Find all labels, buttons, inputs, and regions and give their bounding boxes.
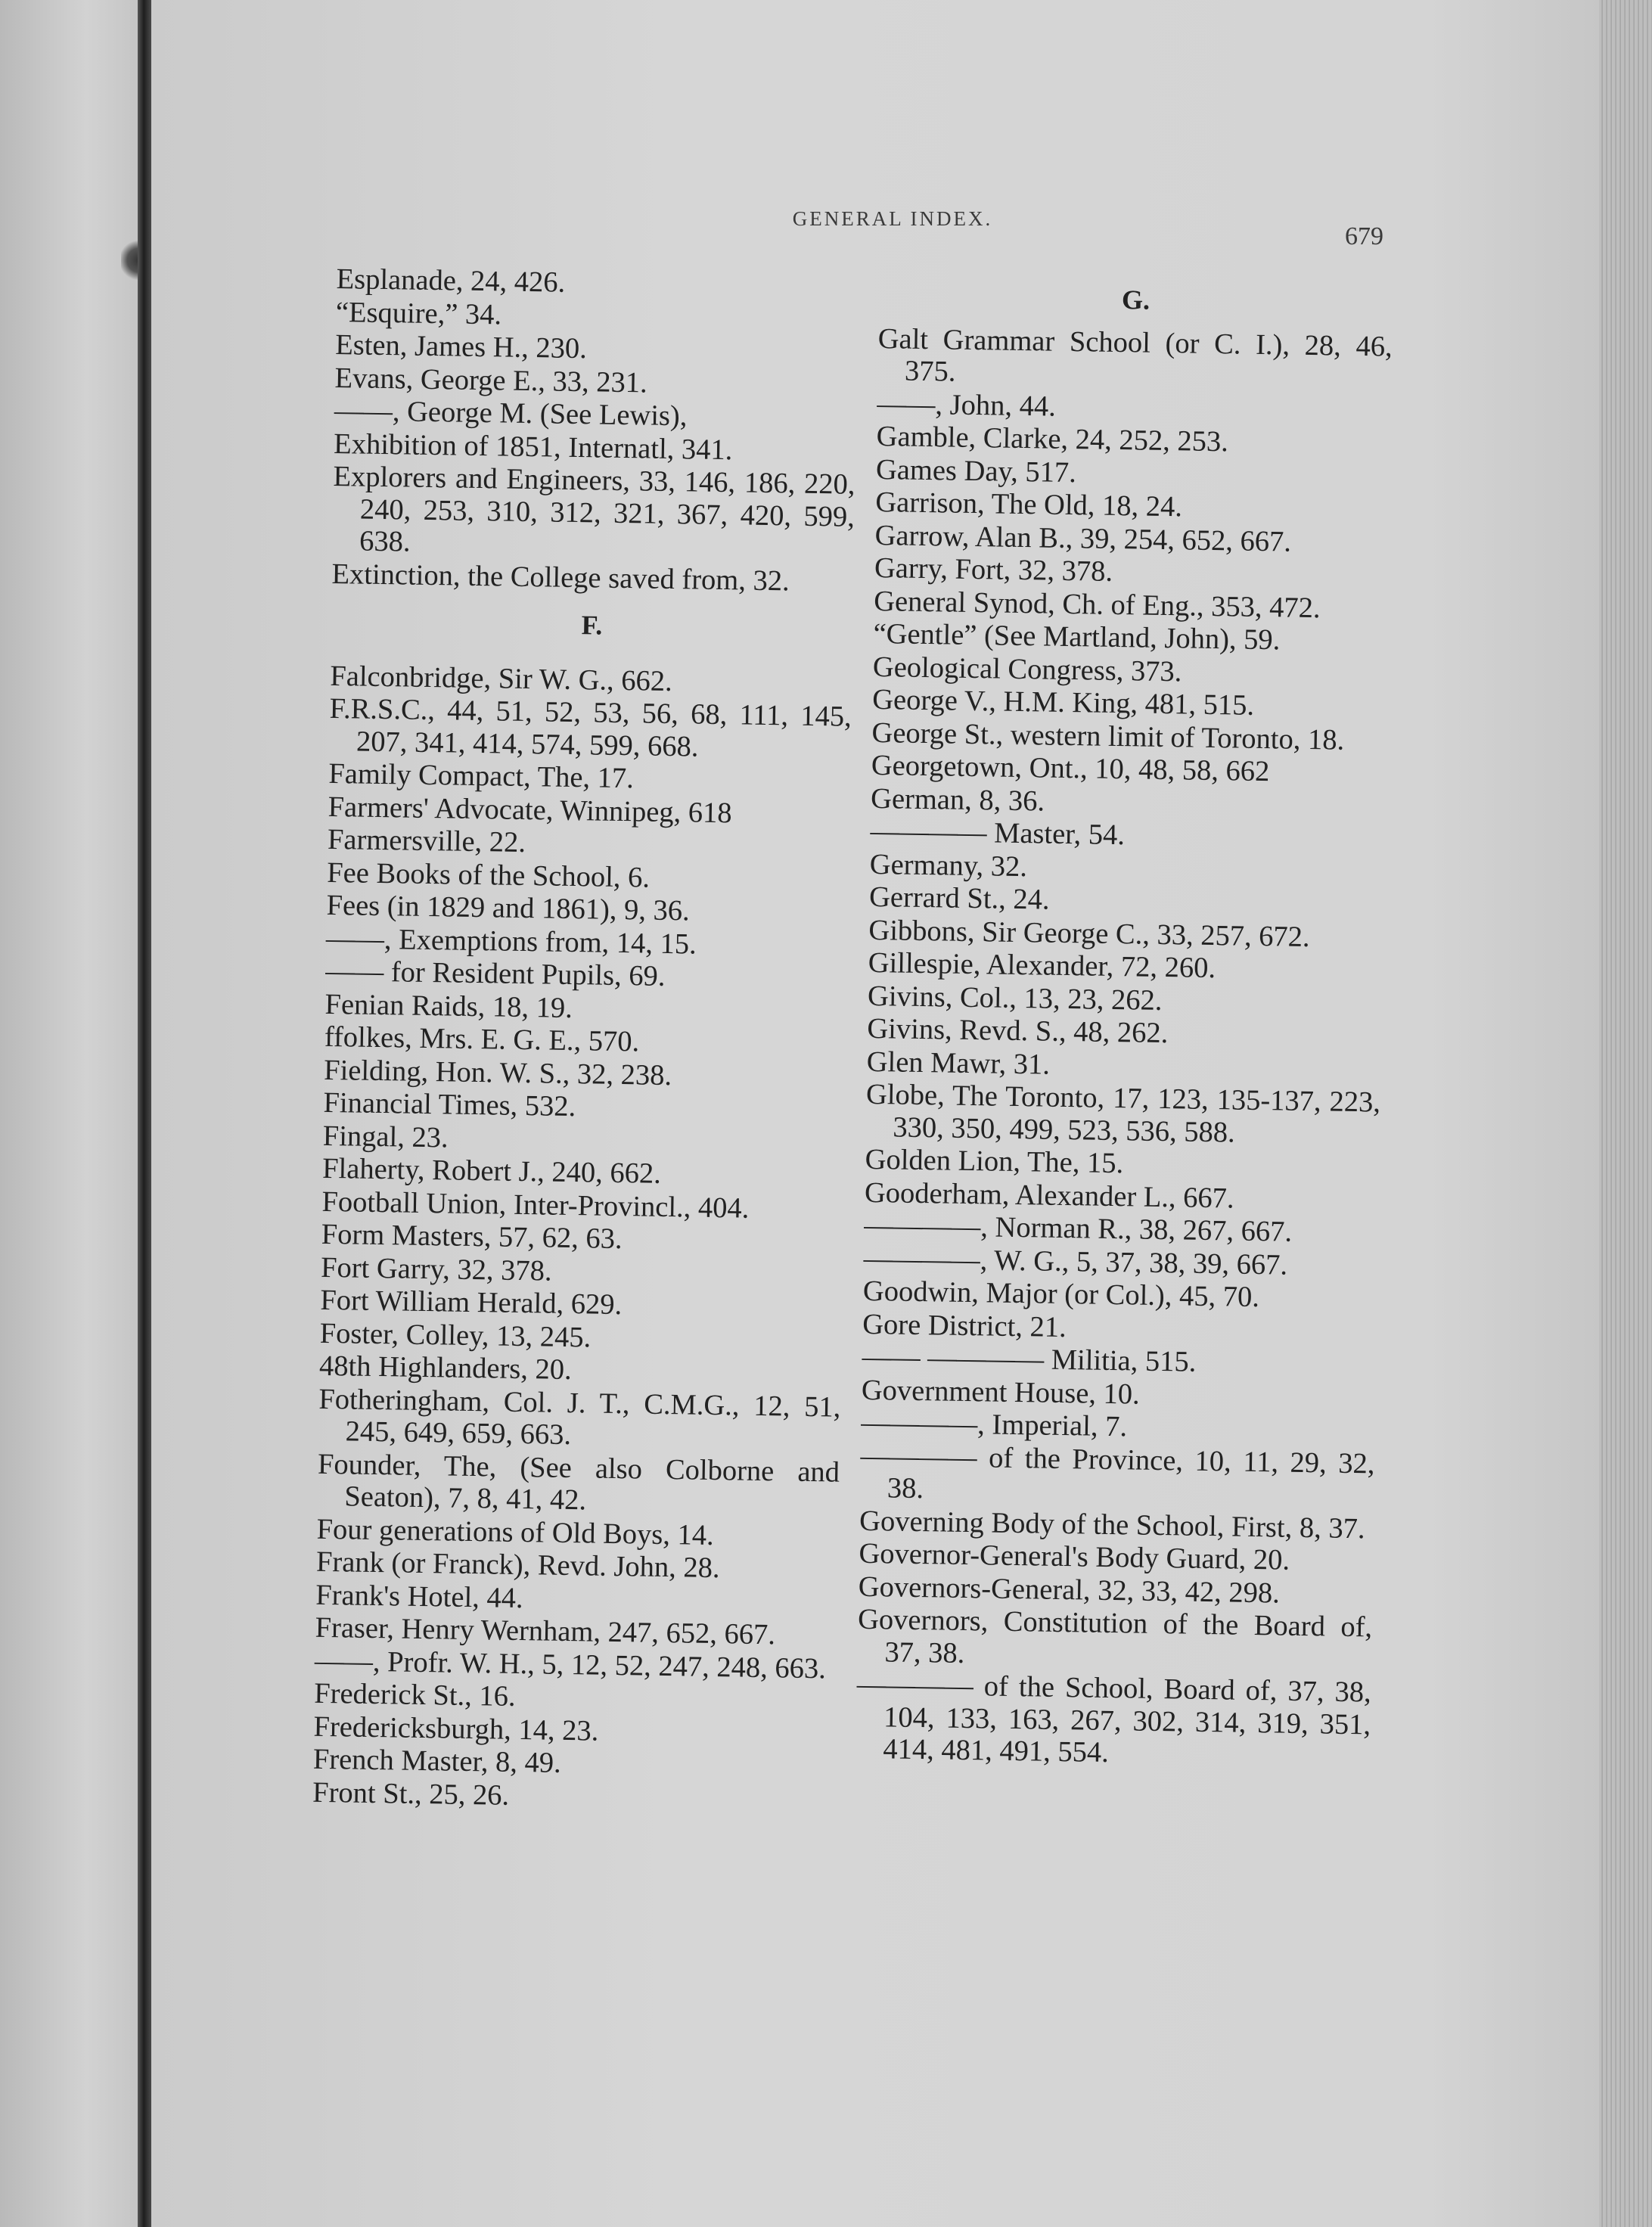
right-column <box>856 280 1393 1774</box>
index-entry: Fotheringham, Col. J. T., C.M.G., 12, 51, 245, 649, 659, 663. <box>318 1383 841 1452</box>
index-entry: Frederick St., 16. <box>313 1677 516 1713</box>
previous-page-margin <box>0 0 144 2227</box>
index-entry: Foster, Colley, 13, 245. <box>319 1317 592 1353</box>
index-entry: Four generations of Old Boys, 14. <box>316 1513 715 1551</box>
index-entry: Frank's Hotel, 44. <box>315 1579 523 1614</box>
index-entry: “Esquire,” 34. <box>335 296 502 331</box>
index-entry: Falconbridge, Sir W. G., 662. <box>330 660 673 697</box>
index-entry: Geological Congress, 373. <box>872 651 1182 688</box>
index-entry: Garrison, The Old, 18, 24. <box>875 486 1183 523</box>
index-entry: ————, Imperial, 7. <box>860 1406 1128 1443</box>
index-entry: —— ———— Militia, 515. <box>862 1340 1197 1378</box>
index-entry: Extinction, the College saved from, 32. <box>331 558 790 597</box>
index-entry: Gerrard St., 24. <box>868 881 1050 916</box>
index-entry: Farmers' Advocate, Winnipeg, 618 <box>328 790 732 829</box>
index-entry: Gooderham, Alexander L., 667. <box>864 1176 1234 1215</box>
index-entry: ———— of the School, Board of, 37, 38, 104, 133, 163, 267, 302, 314, 319, 351, 414, 481, 491, 554. <box>856 1668 1372 1769</box>
index-entry: Form Masters, 57, 62, 63. <box>321 1218 623 1256</box>
index-entry: Galt Grammar School (or C. I.), 28, 46, 375. <box>877 322 1393 388</box>
index-entry: Governing Body of the School, First, 8, 37. <box>859 1505 1365 1545</box>
index-entry: Globe, The Toronto, 17, 123, 135-137, 223, 330, 350, 499, 523, 536, 588. <box>865 1078 1381 1149</box>
index-entry: Esplanade, 24, 426. <box>336 263 566 299</box>
index-entry: George St., western limit of Toronto, 18. <box>871 716 1345 756</box>
index-entry: 48th Highlanders, 20. <box>318 1350 573 1387</box>
index-entry: F.R.S.C., 44, 51, 52, 53, 56, 68, 111, 145, 207, 341, 414, 574, 599, 668. <box>329 692 852 763</box>
index-entry: ———— Master, 54. <box>870 815 1126 852</box>
index-entry: ————, W. G., 5, 37, 38, 39, 667. <box>863 1242 1288 1281</box>
index-entry: ——, Profr. W. H., 5, 12, 52, 247, 248, 663. <box>314 1645 827 1685</box>
index-entry: Fredericksburgh, 14, 23. <box>313 1710 599 1747</box>
index-entry: Fort Garry, 32, 378. <box>320 1251 552 1287</box>
index-entry: ——, George M. (See Lewis), <box>334 394 688 433</box>
index-entry: Glen Mawr, 31. <box>866 1045 1051 1081</box>
index-entry: French Master, 8, 49. <box>312 1743 562 1779</box>
index-entry: Fingal, 23. <box>322 1120 449 1154</box>
index-entry: Football Union, Inter-Provincl., 404. <box>321 1185 750 1225</box>
index-entry: ———— of the Province, 10, 11, 29, 32, 38. <box>860 1440 1375 1505</box>
index-entry: Georgetown, Ont., 10, 48, 58, 662 <box>871 749 1270 788</box>
index-entry: Fee Books of the School, 6. <box>327 856 651 894</box>
running-head: GENERAL INDEX. <box>792 207 993 230</box>
index-entry: Germany, 32. <box>869 848 1028 883</box>
index-entry: Fielding, Hon. W. S., 32, 238. <box>323 1054 672 1092</box>
index-entry: Esten, James H., 230. <box>334 328 588 365</box>
index-entry: Gillespie, Alexander, 72, 260. <box>868 946 1216 985</box>
index-entry: ——, Exemptions from, 14, 15. <box>325 922 697 961</box>
index-entry: General Synod, Ch. of Eng., 353, 472. <box>874 585 1321 624</box>
index-entry: Golden Lion, The, 15. <box>865 1143 1124 1180</box>
left-column <box>312 263 859 1818</box>
index-entry: Explorers and Engineers, 33, 146, 186, 220, 240, 253, 310, 312, 321, 367, 420, 599, 638. <box>333 460 856 558</box>
index-entry: Governor-General's Body Guard, 20. <box>859 1537 1290 1576</box>
index-entry: German, 8, 36. <box>870 782 1045 818</box>
index-entry: Games Day, 517. <box>875 453 1077 489</box>
index-entry: Fenian Raids, 18, 19. <box>324 988 573 1024</box>
index-entry: “Gentle” (See Martland, John), 59. <box>873 617 1281 657</box>
index-entry: Gamble, Clarke, 24, 252, 253. <box>876 420 1229 458</box>
index-entry: Fraser, Henry Wernham, 247, 652, 667. <box>315 1611 776 1651</box>
index-entry: Flaherty, Robert J., 240, 662. <box>321 1152 662 1190</box>
index-entry: Givins, Revd. S., 48, 262. <box>867 1012 1169 1050</box>
book-binding <box>138 0 151 2227</box>
index-entry: Governors-General, 32, 33, 42, 298. <box>858 1570 1281 1610</box>
index-entry: Governors, Constitution of the Board of, 37, 38. <box>857 1603 1373 1669</box>
index-entry: Garry, Fort, 32, 378. <box>874 551 1113 588</box>
index-entry: Family Compact, The, 17. <box>328 757 635 795</box>
index-entry: George V., H.M. King, 481, 515. <box>871 683 1255 722</box>
index-entry: Gibbons, Sir George C., 33, 257, 672. <box>868 914 1310 953</box>
index-entry: Exhibition of 1851, Internatl, 341. <box>333 427 733 466</box>
index-entry: Evans, George E., 33, 231. <box>334 362 647 399</box>
index-entry: Goodwin, Major (or Col.), 45, 70. <box>862 1275 1260 1314</box>
index-entry: Gore District, 21. <box>862 1308 1067 1343</box>
index-entry: Frank (or Franck), Revd. John, 28. <box>315 1545 720 1585</box>
index-entry: Farmersville, 22. <box>327 823 526 859</box>
page-number: 679 <box>1345 222 1383 250</box>
index-entry: Founder, The, (See also Colborne and Seaton), 7, 8, 41, 42. <box>317 1448 840 1517</box>
index-entry: Financial Times, 532. <box>323 1086 576 1123</box>
index-entry: Garrow, Alan B., 39, 254, 652, 667. <box>874 519 1292 558</box>
index-entry: Government House, 10. <box>861 1374 1141 1411</box>
index-entry: Givins, Col., 13, 23, 262. <box>867 980 1163 1017</box>
index-entry: ————, Norman R., 38, 267, 667. <box>864 1209 1293 1248</box>
index-entry: —— for Resident Pupils, 69. <box>324 955 666 992</box>
page-stack-edge <box>1599 0 1652 2227</box>
section-heading-g: G. <box>1121 284 1150 315</box>
index-entry: Fort William Herald, 629. <box>320 1284 623 1322</box>
index-entry: Fees (in 1829 and 1861), 9, 36. <box>326 889 691 927</box>
index-entry: ffolkes, Mrs. E. G. E., 570. <box>324 1020 640 1058</box>
index-entry: ——, John, 44. <box>877 387 1057 423</box>
index-entry: Front St., 25, 26. <box>312 1776 510 1812</box>
section-heading-f: F. <box>581 610 603 641</box>
